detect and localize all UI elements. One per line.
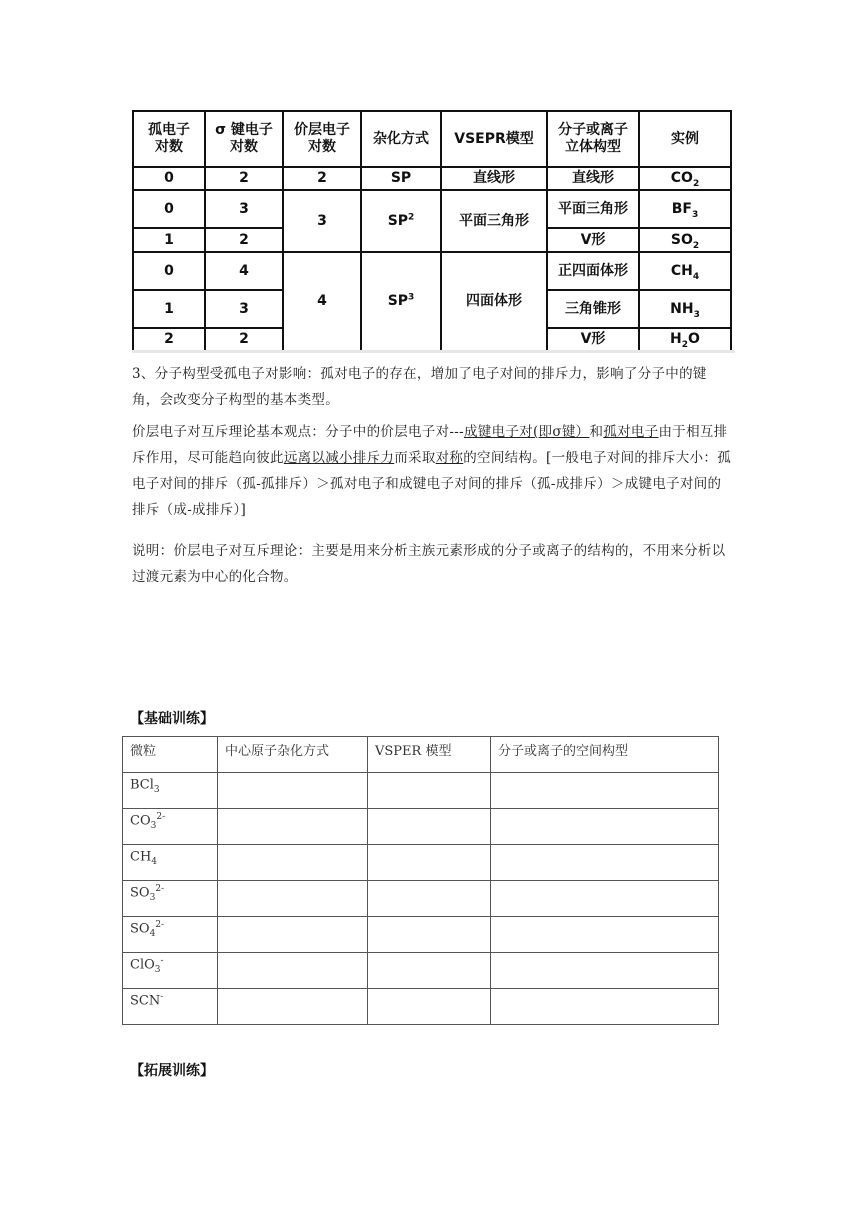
cell-model: 直线形	[441, 167, 547, 190]
table-row	[123, 845, 719, 881]
header-hybridization: 杂化方式	[361, 111, 441, 167]
table-row	[123, 881, 719, 917]
cell-answer-hybridization[interactable]	[218, 809, 368, 845]
cell-example: $SO_2$	[639, 228, 731, 252]
cell-example: $BF_3$	[639, 190, 731, 228]
cell-shape: 正四面体形	[547, 252, 639, 290]
cell-shape: 平面三角形	[547, 190, 639, 228]
table-row	[133, 167, 731, 190]
cell-particle: $CH_4$	[123, 845, 218, 881]
header-vsepr-model: VSEPR模型	[441, 111, 547, 167]
cell-sigma: 2	[205, 167, 283, 190]
cell-example: $CO_2$	[639, 167, 731, 190]
header-hybridization: 中心原子杂化方式	[218, 737, 368, 773]
cell-particle: ClO$_3$-	[123, 953, 218, 989]
cell-answer-model[interactable]	[368, 881, 491, 917]
vsepr-summary-table	[132, 110, 732, 352]
cell-model: 平面三角形	[441, 190, 547, 252]
cell-answer-hybridization[interactable]	[218, 989, 368, 1025]
cell-answer-hybridization[interactable]	[218, 881, 368, 917]
underline-symmetry: 对称	[435, 450, 464, 466]
cell-answer-model[interactable]	[368, 989, 491, 1025]
cell-answer-structure[interactable]	[491, 953, 719, 989]
cell-sigma: 4	[205, 252, 283, 290]
cell-answer-model[interactable]	[368, 809, 491, 845]
table-row	[133, 190, 731, 228]
cell-answer-structure[interactable]	[491, 773, 719, 809]
cell-answer-model[interactable]	[368, 953, 491, 989]
underline-bonding-pairs: 成键电子对(即σ键）	[463, 424, 590, 440]
paragraph-lone-pair-effect: 3、分子构型受孤电子对影响：孤对电子的存在，增加了电子对间的排斥力，影响了分子中的键角，会改变分子构型的基本类型。	[132, 366, 707, 408]
table-image-edge	[132, 350, 735, 353]
cell-answer-model[interactable]	[368, 917, 491, 953]
cell-particle: $CO_3^{2-}$	[123, 809, 218, 845]
cell-valence: 3	[283, 190, 361, 252]
cell-hybrid: $SP^3$	[361, 252, 441, 351]
cell-lone: 1	[133, 228, 205, 252]
paragraph-vsepr-theory: 价层电子对互斥理论基本观点：分子中的价层电子对---成键电子对(即σ键）和孤对电子由于相互排斥作用，尽可能趋向彼此远离以减小排斥力而采取对称的空间结构。[一般电子对间的排斥大小：孤电子对间的排斥（孤-孤排斥）＞孤对电子和成键电子对间的排斥（孤-成排斥）＞成键电子对间的排斥（成-成排斥）]	[132, 424, 732, 518]
header-geometry: 分子或离子 立体构型	[547, 111, 639, 167]
cell-example: $NH_3$	[639, 290, 731, 328]
table-row	[123, 917, 719, 953]
cell-particle: BCl$_3$	[123, 773, 218, 809]
cell-lone: 0	[133, 167, 205, 190]
header-spatial-structure: 分子或离子的空间构型	[491, 737, 719, 773]
cell-answer-hybridization[interactable]	[218, 917, 368, 953]
cell-answer-hybridization[interactable]	[218, 953, 368, 989]
cell-valence: 2	[283, 167, 361, 190]
underline-repulsion: 远离以减小排斥力	[283, 450, 395, 466]
cell-example: $CH_4$	[639, 252, 731, 290]
section-title-basic-training: 【基础训练】	[130, 711, 214, 727]
basic-training-table	[122, 736, 719, 1025]
section-title-extended-training: 【拓展训练】	[130, 1063, 214, 1079]
cell-lone: 2	[133, 328, 205, 351]
cell-particle: $SO_4^{2-}$	[123, 917, 218, 953]
header-example: 实例	[639, 111, 731, 167]
cell-sigma: 2	[205, 328, 283, 351]
table-row	[133, 252, 731, 290]
header-sigma-pairs: σ 键电子 对数	[205, 111, 283, 167]
cell-model: 四面体形	[441, 252, 547, 351]
cell-answer-model[interactable]	[368, 845, 491, 881]
cell-lone: 0	[133, 190, 205, 228]
header-lone-pairs: 孤电子 对数	[133, 111, 205, 167]
cell-shape: 三角锥形	[547, 290, 639, 328]
cell-answer-model[interactable]	[368, 773, 491, 809]
table-header-row	[123, 737, 719, 773]
cell-valence: 4	[283, 252, 361, 351]
cell-shape: V形	[547, 328, 639, 351]
cell-shape: 直线形	[547, 167, 639, 190]
cell-example: $H_2O$	[639, 328, 731, 351]
cell-particle: SCN-	[123, 989, 218, 1025]
cell-answer-structure[interactable]	[491, 881, 719, 917]
cell-lone: 1	[133, 290, 205, 328]
cell-hybrid: $SP^2$	[361, 190, 441, 252]
cell-lone: 0	[133, 252, 205, 290]
cell-hybrid: SP	[361, 167, 441, 190]
cell-answer-hybridization[interactable]	[218, 773, 368, 809]
cell-particle: $SO_3^{2-}$	[123, 881, 218, 917]
cell-answer-structure[interactable]	[491, 809, 719, 845]
header-valence-pairs: 价层电子 对数	[283, 111, 361, 167]
cell-answer-hybridization[interactable]	[218, 845, 368, 881]
underline-lone-pairs: 孤对电子	[603, 424, 659, 440]
cell-answer-structure[interactable]	[491, 989, 719, 1025]
table-row	[123, 989, 719, 1025]
cell-shape: V形	[547, 228, 639, 252]
header-vsper-model: VSPER 模型	[368, 737, 491, 773]
table-header-row	[133, 111, 731, 167]
cell-answer-structure[interactable]	[491, 845, 719, 881]
table-row	[123, 953, 719, 989]
table-row	[123, 809, 719, 845]
cell-sigma: 2	[205, 228, 283, 252]
cell-sigma: 3	[205, 190, 283, 228]
header-particle: 微粒	[123, 737, 218, 773]
paragraph-note: 说明：价层电子对互斥理论：主要是用来分析主族元素形成的分子或离子的结构的，不用来分析以过渡元素为中心的化合物。	[132, 543, 726, 585]
cell-answer-structure[interactable]	[491, 917, 719, 953]
cell-sigma: 3	[205, 290, 283, 328]
table-row	[123, 773, 719, 809]
